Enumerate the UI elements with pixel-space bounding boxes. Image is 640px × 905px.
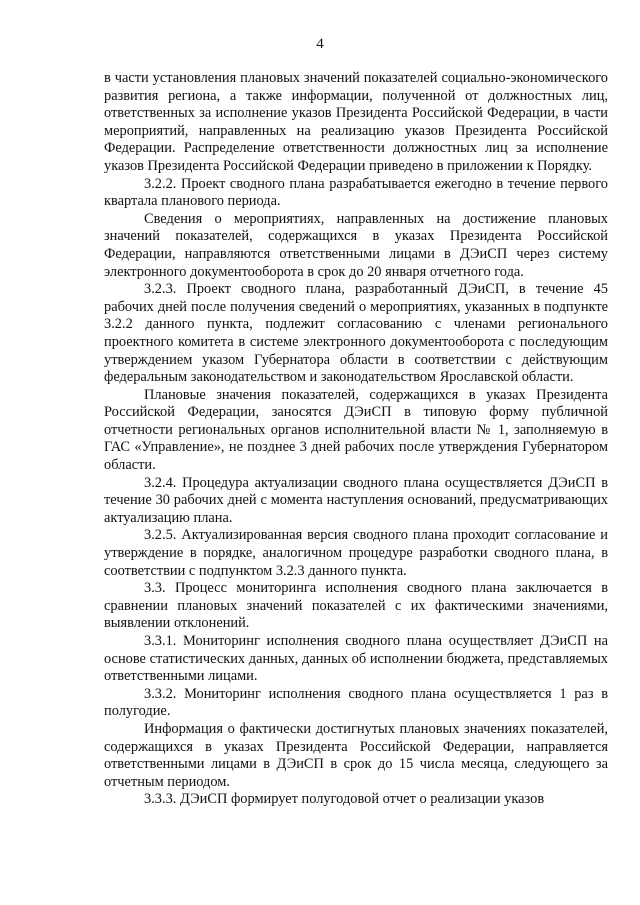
paragraph-measures-info: Сведения о мероприятиях, направленных на достижение плановых значений показателей, содержащихся в указах Президента Российской Федерации, направляются ответственными лицами в ДЭиСП через систему электронного документооборота в срок до 20 января отчетного года. bbox=[104, 210, 608, 280]
paragraph-3-3-1: 3.3.1. Мониторинг исполнения сводного плана осуществляет ДЭиСП на основе статистических данных, данных об исполнении бюджета, представляемых ответственными лицами. bbox=[104, 633, 608, 685]
paragraph-3-2-4: 3.2.4. Процедура актуализации сводного плана осуществляется ДЭиСП в течение 30 рабочих дней с момента наступления оснований, предусматривающих актуализацию плана. bbox=[104, 474, 608, 526]
paragraph-3-1-continuation: в части установления плановых значений показателей социально-экономического развития региона, а также информации, полученной от должностных лиц, ответственных за исполнение указов Президента Российской Федерации, в части мероприятий, направленных на реализацию указов Президента Российской Федерации. Распределение ответственности должностных лиц за исполнение указов Президента Российской Федерации приведено в приложении к Порядку. bbox=[104, 70, 608, 174]
paragraph-3-3: 3.3. Процесс мониторинга исполнения сводного плана заключается в сравнении плановых значений показателей с их фактическими значениями, выявлении отклонений. bbox=[104, 580, 608, 632]
paragraph-actual-values-info: Информация о фактически достигнутых плановых значениях показателей, содержащихся в указах Президента Российской Федерации, направляется ответственными лицами в ДЭиСП в срок до 15 числа месяца, следующего за отчетным периодом. bbox=[104, 720, 608, 790]
paragraph-3-2-2: 3.2.2. Проект сводного плана разрабатывается ежегодно в течение первого квартала планового периода. bbox=[104, 175, 608, 210]
document-body bbox=[104, 70, 608, 809]
paragraph-3-2-3: 3.2.3. Проект сводного плана, разработанный ДЭиСП, в течение 45 рабочих дней после получения сведений о мероприятиях, указанных в подпункте 3.2.2 данного пункта, подлежит согласованию с членами регионального проектного комитета в системе электронного документооборота с последующим утверждением указом Губернатора области в соответствии с действующим федеральным законодательством и законодательством Ярославской области. bbox=[104, 281, 608, 386]
paragraph-3-2-5: 3.2.5. Актуализированная версия сводного плана проходит согласование и утверждение в порядке, аналогичном процедуре разработки сводного плана, в соответствии с подпунктом 3.2.3 данного пункта. bbox=[104, 527, 608, 579]
paragraph-3-3-3: 3.3.3. ДЭиСП формирует полугодовой отчет о реализации указов bbox=[144, 791, 545, 808]
page-number: 4 bbox=[316, 36, 324, 52]
paragraph-3-3-2: 3.3.2. Мониторинг исполнения сводного плана осуществляется 1 раз в полугодие. bbox=[104, 685, 608, 720]
paragraph-planned-values: Плановые значения показателей, содержащихся в указах Президента Российской Федерации, заносятся ДЭиСП в типовую форму публичной отчетности региональных органов исполнительной власти № 1, заполняемую в ГАС «Управление», не позднее 3 дней рабочих после утверждения Губернатором области. bbox=[104, 386, 608, 474]
